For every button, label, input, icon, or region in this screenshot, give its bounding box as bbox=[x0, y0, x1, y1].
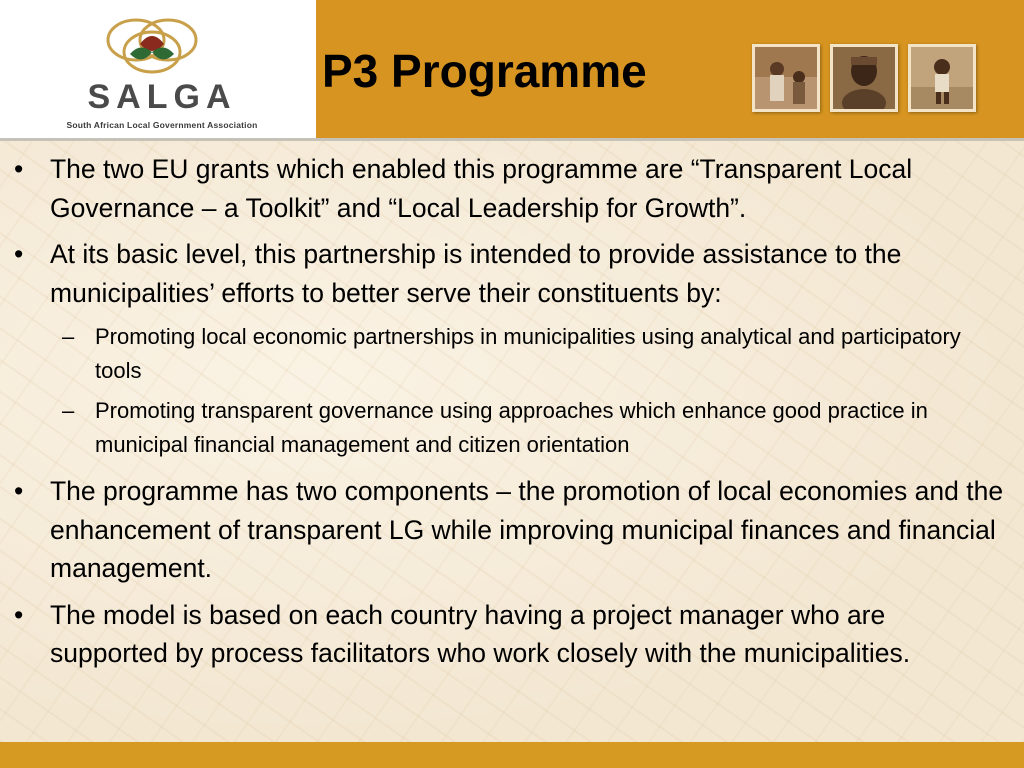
logo-wordmark: SALGA bbox=[87, 78, 237, 116]
bullet-dot: • bbox=[14, 239, 24, 269]
bullet-dot: • bbox=[14, 476, 24, 506]
sub-bullet-item bbox=[0, 394, 1024, 462]
sub-bullet-text: Promoting transparent governance using approaches which enhance good practice in municipal financial management and citizen orientation bbox=[95, 398, 928, 457]
photo-children-play bbox=[752, 44, 820, 112]
logo-panel bbox=[0, 0, 316, 138]
sub-bullet-dash: – bbox=[62, 398, 75, 423]
slide-body bbox=[0, 150, 1024, 681]
bullet-item bbox=[0, 472, 1024, 588]
bullet-item bbox=[0, 596, 1024, 673]
bullet-item bbox=[0, 150, 1024, 227]
salga-rings-icon bbox=[100, 14, 204, 78]
bullet-text: The model is based on each country having a project manager who are supported by process facilitators who work closely with the municipalities. bbox=[50, 599, 911, 668]
bullet-dot: • bbox=[14, 599, 24, 630]
photo-child-standing bbox=[908, 44, 976, 112]
photo-woman-portrait bbox=[830, 44, 898, 112]
bullet-item bbox=[0, 235, 1024, 312]
footer-bar bbox=[0, 742, 1024, 768]
sub-bullet-dash: – bbox=[62, 324, 75, 349]
bullet-text: The programme has two components – the promotion of local economies and the enhancement of transparent LG while improving municipal finances and financial management. bbox=[50, 476, 1004, 583]
sub-bullet-text: Promoting local economic partnerships in municipalities using analytical and participatory tools bbox=[95, 324, 961, 383]
slide-title: P3 Programme bbox=[322, 45, 647, 97]
sub-bullet-item bbox=[0, 320, 1024, 388]
header-divider bbox=[0, 138, 1024, 141]
bullet-dot: • bbox=[14, 154, 24, 184]
logo-subtitle: South African Local Government Association bbox=[66, 120, 258, 130]
bullet-text: At its basic level, this partnership is intended to provide assistance to the municipalities’ efforts to better serve their constituents by: bbox=[50, 239, 902, 308]
bullet-text: The two EU grants which enabled this programme are “Transparent Local Governance – a Toolkit” and “Local Leadership for Growth”. bbox=[50, 154, 913, 223]
slide-header bbox=[0, 0, 1024, 138]
